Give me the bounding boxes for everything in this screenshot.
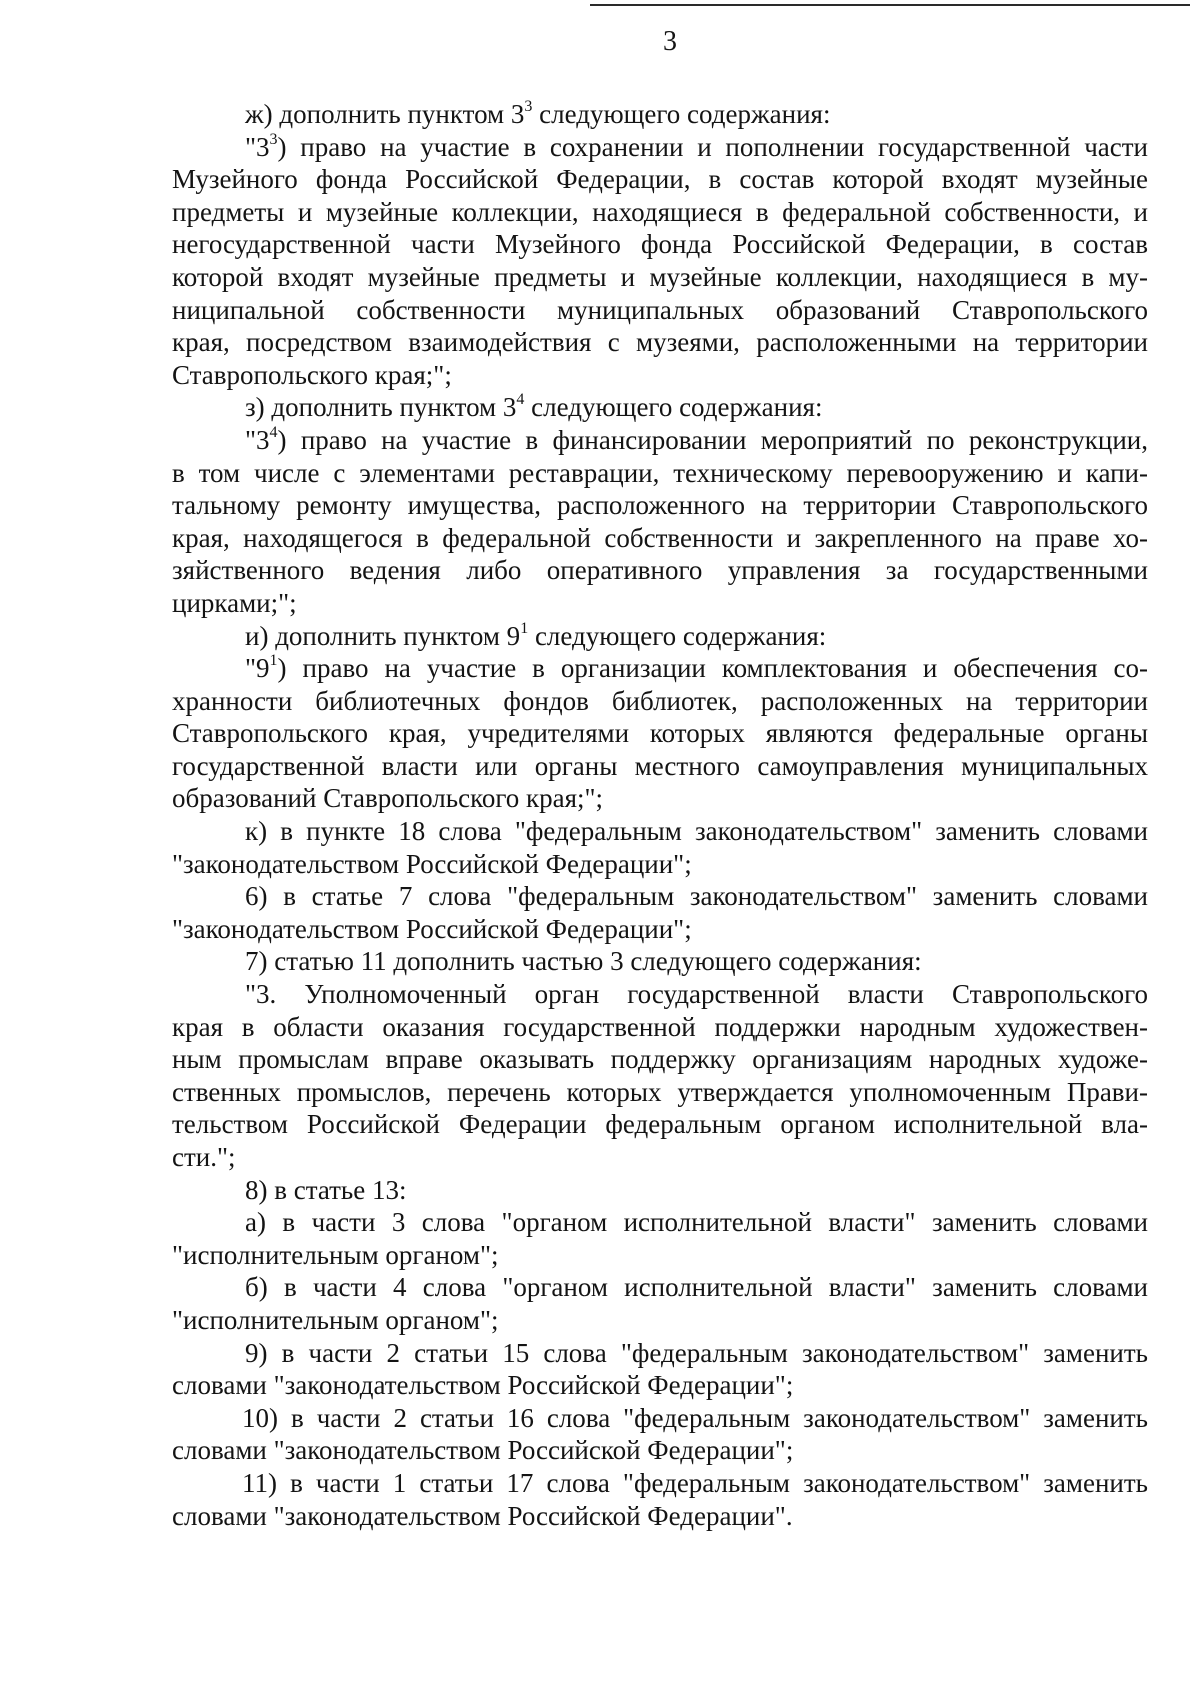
text-line: ственных промыслов, перечень которых утверждается уполномоченным Прави- (172, 1076, 1148, 1107)
text-line: а) в части 3 слова "органом исполнительной власти" заменить словами (245, 1207, 1148, 1238)
text-line: "исполнительным органом"; (172, 1304, 499, 1335)
text-line: края, находящегося в федеральной собственности и закрепленного на праве хо- (172, 522, 1148, 553)
text-line: зяйственного ведения либо оперативного управления за государственными (172, 555, 1148, 586)
text-line: негосударственной части Музейного фонда Российской Федерации, в состав (172, 229, 1148, 260)
text-line: 9) в части 2 статьи 15 слова "федеральным законодательством" заменить (245, 1337, 1148, 1368)
text-line: словами "законодательством Российской Федерации". (172, 1500, 793, 1531)
scan-top-rule (590, 4, 1190, 6)
text-line: ж) дополнить пунктом $3^3$ следующего содержания: (245, 98, 831, 129)
page-number: 3 (663, 26, 677, 57)
text-line: ниципальной собственности муниципальных образований Ставропольского (172, 294, 1148, 325)
text-line: к) в пункте 18 слова "федеральным законодательством" заменить словами (245, 816, 1148, 847)
text-line: 8) в статье 13: (245, 1174, 407, 1205)
text-line: "$9^1$) право на участие в организации комплектования и обеспечения со- (245, 652, 1148, 684)
text-line: Ставропольского края, учредителями которых являются федеральные органы (172, 718, 1148, 749)
text-line: Музейного фонда Российской Федерации, в состав которой входят музейные (172, 164, 1148, 195)
text-line: края в области оказания государственной поддержки народным художествен- (172, 1011, 1148, 1042)
text-line: которой входят музейные предметы и музейные коллекции, находящиеся в му- (172, 261, 1148, 292)
text-line: 6) в статье 7 слова "федеральным законодательством" заменить словами (245, 881, 1148, 912)
text-line: б) в части 4 слова "органом исполнительной власти" заменить словами (245, 1272, 1148, 1303)
text-line: "законодательством Российской Федерации"; (172, 848, 692, 879)
text-line: Ставропольского края;"; (172, 359, 452, 390)
text-line: "исполнительным органом"; (172, 1239, 499, 1270)
text-line: тельством Российской Федерации федеральным органом исполнительной вла- (172, 1109, 1148, 1140)
text-line: тальному ремонту имущества, расположенного на территории Ставропольского (172, 490, 1148, 521)
text-line: в том числе с элементами реставрации, техническому перевооружению и капи- (172, 457, 1148, 488)
text-line: ным промыслам вправе оказывать поддержку организациям народных художе- (172, 1044, 1148, 1075)
text-line: "3. Уполномоченный орган государственной власти Ставропольского (245, 979, 1148, 1010)
text-line: "$3^4$) право на участие в финансировании мероприятий по реконструкции, (245, 423, 1148, 455)
text-line: 10) в части 2 статьи 16 слова "федеральным законодательством" заменить (242, 1402, 1148, 1433)
text-line: предметы и музейные коллекции, находящиеся в федеральной собственности, и (172, 196, 1148, 227)
text-line: 7) статью 11 дополнить частью 3 следующего содержания: (245, 946, 922, 977)
text-line: государственной власти или органы местного самоуправления муниципальных (172, 750, 1148, 781)
text-line: словами "законодательством Российской Федерации"; (172, 1435, 794, 1466)
text-line: края, посредством взаимодействия с музеями, расположенными на территории (172, 327, 1148, 358)
text-line: словами "законодательством Российской Федерации"; (172, 1370, 794, 1401)
text-line: сти."; (172, 1142, 236, 1172)
text-line: образований Ставропольского края;"; (172, 783, 604, 814)
text-line: и) дополнить пунктом $9^1$ следующего содержания: (245, 619, 827, 651)
text-line: 11) в части 1 статьи 17 слова "федеральным законодательством" заменить (242, 1467, 1148, 1498)
text-line: з) дополнить пунктом $3^4$ следующего содержания: (245, 391, 823, 423)
text-line: "законодательством Российской Федерации"; (172, 913, 692, 944)
text-line: цирками;"; (172, 587, 297, 618)
text-line: "$3^3$) право на участие в сохранении и пополнении государственной части (245, 130, 1148, 162)
text-line: хранности библиотечных фондов библиотек, расположенных на территории (172, 685, 1148, 716)
document-body (172, 98, 1148, 1532)
